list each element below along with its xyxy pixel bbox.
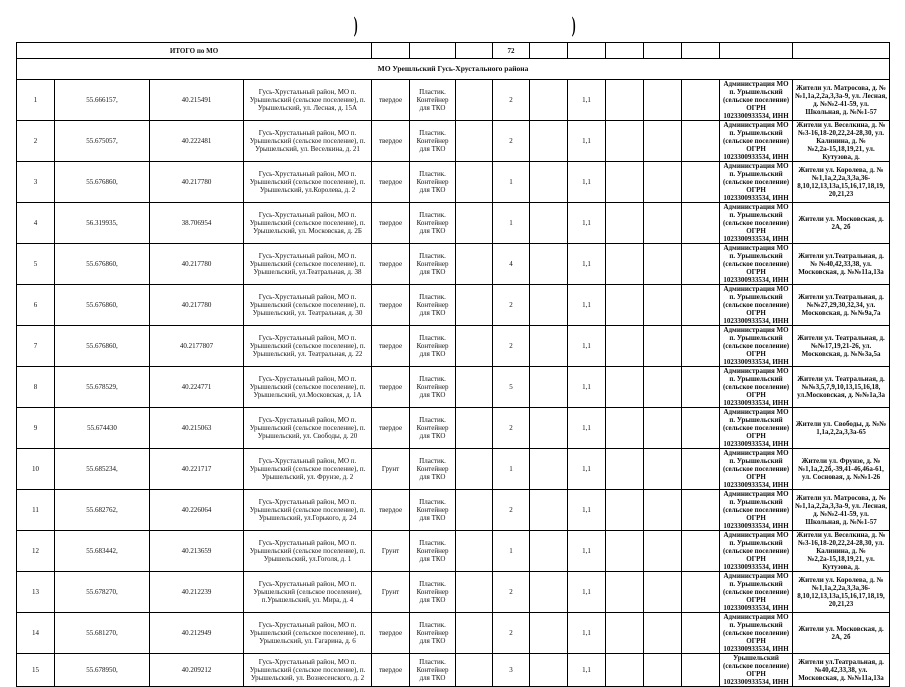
longitude-cell: 40.209212 (150, 654, 244, 687)
empty-cell (606, 572, 644, 613)
empty-cell (606, 490, 644, 531)
address-cell: Гусь-Хрустальный район, МО п. Урышельский (сельское поселение), п. Урышельский, ул. Веселкина, д. 21 (244, 121, 372, 162)
owner-org-cell: Администрация МО п. Урышельский (сельское поселение) ОГРН 1023300933534, ИНН (720, 613, 793, 654)
empty-cell (682, 244, 720, 285)
empty-cell (682, 654, 720, 687)
empty-cell (644, 572, 682, 613)
empty-cell (606, 80, 644, 121)
table-row (17, 654, 890, 687)
empty-cell (644, 162, 682, 203)
owner-org-cell: Администрация МО п. Урышельский (сельское поселение) ОГРН 1023300933534, ИНН (720, 203, 793, 244)
empty-cell (530, 367, 568, 408)
owner-org-cell: Администрация МО п. Урышельский (сельское поселение) ОГРН 1023300933534, ИНН (720, 572, 793, 613)
empty-cell (456, 326, 493, 367)
surface-cell: Грунт (372, 572, 410, 613)
row-number: 14 (17, 613, 55, 654)
latitude-cell: 55.682762, (55, 490, 150, 531)
empty-cell (644, 367, 682, 408)
empty-cell (606, 408, 644, 449)
container-count-cell: 2 (493, 80, 530, 121)
table-row (17, 162, 890, 203)
longitude-cell: 40.2177807 (150, 326, 244, 367)
row-number: 4 (17, 203, 55, 244)
row-number: 3 (17, 162, 55, 203)
surface-cell: твердое (372, 285, 410, 326)
address-cell: Гусь-Хрустальный район, МО п. Урышельский (сельское поселение), п. Урышельский, ул.Горького, д. 24 (244, 490, 372, 531)
container-volume-cell: 1,1 (568, 449, 606, 490)
container-volume-cell: 1,1 (568, 162, 606, 203)
container-count-cell: 2 (493, 613, 530, 654)
empty-cell (644, 203, 682, 244)
longitude-cell: 40.224771 (150, 367, 244, 408)
address-cell: Гусь-Хрустальный район, МО п. Урышельский (сельское поселение), п. Урышельский, ул.Гоголя, д. 1 (244, 531, 372, 572)
address-cell: Гусь-Хрустальный район, МО п. Урышельский (сельское поселение), п. Урышельский, ул.Московская, д. 1А (244, 367, 372, 408)
latitude-cell: 55.681270, (55, 613, 150, 654)
container-type-cell: Пластик. Контейнер для ТКО (410, 449, 456, 490)
empty-cell (682, 572, 720, 613)
empty-cell (682, 613, 720, 654)
empty-cell (456, 613, 493, 654)
address-cell: Гусь-Хрустальный район, МО п. Урышельский (сельское поселение), п. Урышельский, ул.Театральная, д. 38 (244, 244, 372, 285)
empty-cell (682, 490, 720, 531)
container-volume-cell: 1,1 (568, 408, 606, 449)
owner-org-cell: Администрация МО п. Урышельский (сельское поселение) ОГРН 1023300933534, ИНН (720, 490, 793, 531)
container-volume-cell: 1,1 (568, 80, 606, 121)
empty-cell (644, 121, 682, 162)
surface-cell: твердое (372, 203, 410, 244)
empty-cell (456, 654, 493, 687)
container-type-cell: Пластик. Контейнер для ТКО (410, 613, 456, 654)
empty-cell (606, 654, 644, 687)
empty-cell (530, 408, 568, 449)
address-cell: Гусь-Хрустальный район, МО п. Урышельский (сельское поселение), п. Урышельский, ул.Королева, д. 2 (244, 162, 372, 203)
container-type-cell: Пластик. Контейнер для ТКО (410, 80, 456, 121)
empty-cell (456, 285, 493, 326)
residents-cell: Жители ул. Московская, д. 2А, 2б (793, 613, 890, 654)
container-volume-cell: 1,1 (568, 572, 606, 613)
owner-org-cell: Администрация МО п. Урышельский (сельское поселение) ОГРН 1023300933534, ИНН (720, 80, 793, 121)
owner-org-cell: Урышельский (сельское поселение) ОГРН 1023300933534, ИНН (720, 654, 793, 687)
longitude-cell: 40.221717 (150, 449, 244, 490)
table-row (17, 244, 890, 285)
surface-cell: твердое (372, 121, 410, 162)
empty-cell (456, 244, 493, 285)
empty-cell (606, 531, 644, 572)
container-count-cell: 1 (493, 531, 530, 572)
owner-org-cell: Администрация МО п. Урышельский (сельское поселение) ОГРН 1023300933534, ИНН (720, 326, 793, 367)
table-row (17, 203, 890, 244)
table-row (17, 80, 890, 121)
container-count-cell: 1 (493, 162, 530, 203)
residents-cell: Жители ул.Театральная, д.№ №40,42,33,38, ул. Московская, д. №№11а,13а (793, 244, 890, 285)
latitude-cell: 55.676860, (55, 285, 150, 326)
longitude-cell: 38.706954 (150, 203, 244, 244)
empty-cell (456, 162, 493, 203)
empty-cell (644, 531, 682, 572)
row-number: 5 (17, 244, 55, 285)
container-count-cell: 4 (493, 244, 530, 285)
empty-cell (530, 326, 568, 367)
empty-cell (530, 162, 568, 203)
container-count-cell: 2 (493, 490, 530, 531)
residents-cell: Жители ул. Свободы, д. №№ 1,1а,2,2а,3,3а-65 (793, 408, 890, 449)
owner-org-cell: Администрация МО п. Урышельский (сельское поселение) ОГРН 1023300933534, ИНН (720, 449, 793, 490)
container-type-cell: Пластик. Контейнер для ТКО (410, 326, 456, 367)
empty-cell (606, 326, 644, 367)
empty-cell (456, 408, 493, 449)
empty-cell (456, 121, 493, 162)
longitude-cell: 40.222481 (150, 121, 244, 162)
empty-cell (644, 244, 682, 285)
table-row (17, 408, 890, 449)
surface-cell: твердое (372, 613, 410, 654)
empty-cell (606, 162, 644, 203)
row-number: 6 (17, 285, 55, 326)
latitude-cell: 55.676860, (55, 326, 150, 367)
empty-cell (682, 408, 720, 449)
container-count-cell: 2 (493, 326, 530, 367)
containers-table (16, 42, 890, 687)
residents-cell: Жители ул. Веселкина, д. №№3-16,18-20,22,24-28,30, ул. Калинина, д. №№2,2а-15,18,19,21, ул. Кутузова, д. (793, 531, 890, 572)
empty-cell (530, 572, 568, 613)
container-type-cell: Пластик. Контейнер для ТКО (410, 203, 456, 244)
empty-cell (682, 162, 720, 203)
container-count-cell: 2 (493, 121, 530, 162)
address-cell: Гусь-Хрустальный район, МО п. Урышельский (сельское поселение), п. Урышельский, ул. Московская, д. 2Б (244, 203, 372, 244)
empty-cell (644, 654, 682, 687)
residents-cell: Жители ул. Фрунзе, д. №№1,1а,2,2б,-39,41-46,46а-61, ул. Сосновая, д. №№1-26 (793, 449, 890, 490)
container-count-cell: 3 (493, 654, 530, 687)
longitude-cell: 40.226064 (150, 490, 244, 531)
empty-cell (682, 531, 720, 572)
latitude-cell: 55.674430 (55, 408, 150, 449)
empty-cell (644, 326, 682, 367)
empty-cell (682, 285, 720, 326)
empty-cell (530, 613, 568, 654)
table-row (17, 572, 890, 613)
longitude-cell: 40.217780 (150, 162, 244, 203)
empty-cell (606, 449, 644, 490)
container-count-cell: 2 (493, 572, 530, 613)
empty-cell (682, 121, 720, 162)
container-type-cell: Пластик. Контейнер для ТКО (410, 367, 456, 408)
address-cell: Гусь-Хрустальный район, МО п. Урышельский (сельское поселение), п.Урышельский, ул. Мира, д. 4 (244, 572, 372, 613)
surface-cell: твердое (372, 326, 410, 367)
empty-cell (530, 490, 568, 531)
address-cell: Гусь-Хрустальный район, МО п. Урышельский (сельское поселение), п. Урышельский, ул. Свободы, д. 20 (244, 408, 372, 449)
container-volume-cell: 1,1 (568, 613, 606, 654)
address-cell: Гусь-Хрустальный район, МО п. Урышельский (сельское поселение), п. Урышельский, ул. Фрунзе, д. 2 (244, 449, 372, 490)
empty-cell (456, 490, 493, 531)
empty-cell (682, 326, 720, 367)
total-value: 72 (493, 43, 530, 59)
residents-cell: Жители ул. Королева, д. №№1,1а,2,2а,3,3а,36-8,10,12,13,13а,15,16,17,18,19, 20,21,23 (793, 572, 890, 613)
table-row (17, 285, 890, 326)
residents-cell: Жители ул. Королева, д. №№1,1а,2,2а,3,3а,36-8,10,12,13,13а,15,16,17,18,19, 20,21,23 (793, 162, 890, 203)
container-type-cell: Пластик. Контейнер для ТКО (410, 408, 456, 449)
total-row (17, 43, 890, 59)
owner-org-cell: Администрация МО п. Урышельский (сельское поселение) ОГРН 1023300933534, ИНН (720, 285, 793, 326)
empty-cell (606, 244, 644, 285)
row-number: 15 (17, 654, 55, 687)
address-cell: Гусь-Хрустальный район, МО п. Урышельский (сельское поселение), п. Урышельский, ул. Театральная, д. 22 (244, 326, 372, 367)
container-volume-cell: 1,1 (568, 121, 606, 162)
container-type-cell: Пластик. Контейнер для ТКО (410, 654, 456, 687)
residents-cell: Жители ул.Театральная, д. №40,42,33,38, ул. Московская, д. №№11а,13а (793, 654, 890, 687)
empty-cell (530, 244, 568, 285)
container-type-cell: Пластик. Контейнер для ТКО (410, 531, 456, 572)
empty-cell (644, 285, 682, 326)
container-volume-cell: 1,1 (568, 203, 606, 244)
surface-cell: твердое (372, 408, 410, 449)
container-count-cell: 1 (493, 203, 530, 244)
empty-cell (682, 80, 720, 121)
empty-cell (606, 613, 644, 654)
row-number: 12 (17, 531, 55, 572)
empty-cell (530, 531, 568, 572)
binding-mark-left: ) (353, 12, 358, 37)
empty-cell (456, 203, 493, 244)
latitude-cell: 55.685234, (55, 449, 150, 490)
container-type-cell: Пластик. Контейнер для ТКО (410, 162, 456, 203)
table-row (17, 613, 890, 654)
row-number: 13 (17, 572, 55, 613)
container-volume-cell: 1,1 (568, 654, 606, 687)
owner-org-cell: Администрация МО п. Урышельский (сельское поселение) ОГРН 1023300933534, ИНН (720, 408, 793, 449)
latitude-cell: 55.666157, (55, 80, 150, 121)
table-row (17, 326, 890, 367)
empty-cell (606, 121, 644, 162)
total-label: ИТОГО по МО (17, 43, 372, 59)
empty-cell (644, 80, 682, 121)
container-count-cell: 2 (493, 285, 530, 326)
empty-cell (644, 490, 682, 531)
residents-cell: Жители ул. Московская, д. 2А, 2б (793, 203, 890, 244)
container-volume-cell: 1,1 (568, 326, 606, 367)
region-row (17, 59, 890, 80)
latitude-cell: 55.678270, (55, 572, 150, 613)
empty-cell (456, 572, 493, 613)
container-volume-cell: 1,1 (568, 367, 606, 408)
longitude-cell: 40.215063 (150, 408, 244, 449)
table-row (17, 367, 890, 408)
surface-cell: твердое (372, 162, 410, 203)
container-volume-cell: 1,1 (568, 285, 606, 326)
container-type-cell: Пластик. Контейнер для ТКО (410, 121, 456, 162)
latitude-cell: 56.319935, (55, 203, 150, 244)
empty-cell (530, 80, 568, 121)
empty-cell (456, 531, 493, 572)
residents-cell: Жители ул.Театральная, д. №№27,29,30,32,34, ул. Московская, д. №№9а,7а (793, 285, 890, 326)
latitude-cell: 55.678950, (55, 654, 150, 687)
address-cell: Гусь-Хрустальный район, МО п. Урышельский (сельское поселение), п. Урышельский, ул. Театральная, д. 30 (244, 285, 372, 326)
row-number: 1 (17, 80, 55, 121)
longitude-cell: 40.212239 (150, 572, 244, 613)
empty-cell (530, 654, 568, 687)
empty-cell (606, 367, 644, 408)
container-type-cell: Пластик. Контейнер для ТКО (410, 244, 456, 285)
surface-cell: твердое (372, 80, 410, 121)
row-number: 10 (17, 449, 55, 490)
longitude-cell: 40.217780 (150, 244, 244, 285)
table-row (17, 121, 890, 162)
row-number: 2 (17, 121, 55, 162)
owner-org-cell: Администрация МО п. Урышельский (сельское поселение) ОГРН 1023300933534, ИНН (720, 162, 793, 203)
empty-cell (644, 449, 682, 490)
row-number: 9 (17, 408, 55, 449)
table-row (17, 531, 890, 572)
longitude-cell: 40.212949 (150, 613, 244, 654)
empty-cell (530, 121, 568, 162)
region-title: МО Урешльский Гусь-Хрустального района (17, 59, 890, 80)
empty-cell (456, 367, 493, 408)
container-count-cell: 2 (493, 408, 530, 449)
binding-mark-right: ) (571, 12, 576, 37)
address-cell: Гусь-Хрустальный район, МО п. Урышельский (сельское поселение), п. Урышельский, ул. Лесная, д. 15А (244, 80, 372, 121)
empty-cell (530, 449, 568, 490)
longitude-cell: 40.213659 (150, 531, 244, 572)
container-type-cell: Пластик. Контейнер для ТКО (410, 490, 456, 531)
container-count-cell: 5 (493, 367, 530, 408)
row-number: 7 (17, 326, 55, 367)
longitude-cell: 40.215491 (150, 80, 244, 121)
container-type-cell: Пластик. Контейнер для ТКО (410, 285, 456, 326)
owner-org-cell: Администрация МО п. Урышельский (сельское поселение) ОГРН 1023300933534, ИНН (720, 244, 793, 285)
container-count-cell: 1 (493, 449, 530, 490)
empty-cell (530, 285, 568, 326)
address-cell: Гусь-Хрустальный район, МО п. Урышельский (сельское поселение), п. Урышельский, ул. Гагарина, д. 6 (244, 613, 372, 654)
empty-cell (456, 449, 493, 490)
address-cell: Гусь-Хрустальный район, МО п. Урышельский (сельское поселение), п. Урышельский, ул. Вознесенского, д. 2 (244, 654, 372, 687)
empty-cell (644, 408, 682, 449)
container-volume-cell: 1,1 (568, 531, 606, 572)
owner-org-cell: Администрация МО п. Урышельский (сельское поселение) ОГРН 1023300933534, ИНН (720, 367, 793, 408)
empty-cell (456, 80, 493, 121)
empty-cell (682, 449, 720, 490)
surface-cell: Грунт (372, 531, 410, 572)
empty-cell (644, 613, 682, 654)
table-row (17, 490, 890, 531)
empty-cell (682, 367, 720, 408)
latitude-cell: 55.676860, (55, 162, 150, 203)
owner-org-cell: Администрация МО п. Урышельский (сельское поселение) ОГРН 1023300933534, ИНН (720, 121, 793, 162)
binding-marks (0, 14, 905, 38)
owner-org-cell: Администрация МО п. Урышельский (сельское поселение) ОГРН 1023300933534, ИНН (720, 531, 793, 572)
empty-cell (606, 285, 644, 326)
row-number: 11 (17, 490, 55, 531)
container-volume-cell: 1,1 (568, 490, 606, 531)
latitude-cell: 55.675057, (55, 121, 150, 162)
latitude-cell: 55.683442, (55, 531, 150, 572)
empty-cell (682, 203, 720, 244)
row-number: 8 (17, 367, 55, 408)
residents-cell: Жители ул. Матросова, д. №№1,1а,2,2а,3,3а-9, ул. Лесная, д. №№2-41-59, ул. Школьная, д. №№1-57 (793, 490, 890, 531)
residents-cell: Жители ул. Веселкина, д. №№3-16,18-20,22,24-28,30, ул. Калинина, д. №№2,2а-15,18,19,21, ул. Кутузова, д. (793, 121, 890, 162)
surface-cell: твердое (372, 367, 410, 408)
surface-cell: твердое (372, 654, 410, 687)
residents-cell: Жители ул. Театральная, д. №№17,19,21-26, ул. Московская, д. №№3а,5а (793, 326, 890, 367)
empty-cell (606, 203, 644, 244)
surface-cell: твердое (372, 244, 410, 285)
surface-cell: Грунт (372, 449, 410, 490)
container-volume-cell: 1,1 (568, 244, 606, 285)
empty-cell (530, 203, 568, 244)
latitude-cell: 55.676860, (55, 244, 150, 285)
residents-cell: Жители ул. Театральная, д. №№3,5,7,9,10,13,15,16,18, ул.Московская, д. №№1а,3а (793, 367, 890, 408)
latitude-cell: 55.678529, (55, 367, 150, 408)
residents-cell: Жители ул. Матросова, д. №№1,1а,2,2а,3,3а-9, ул. Лесная, д. №№2-41-59, ул. Школьная, д. №№1-57 (793, 80, 890, 121)
surface-cell: твердое (372, 490, 410, 531)
longitude-cell: 40.217780 (150, 285, 244, 326)
table-row (17, 449, 890, 490)
container-type-cell: Пластик. Контейнер для ТКО (410, 572, 456, 613)
